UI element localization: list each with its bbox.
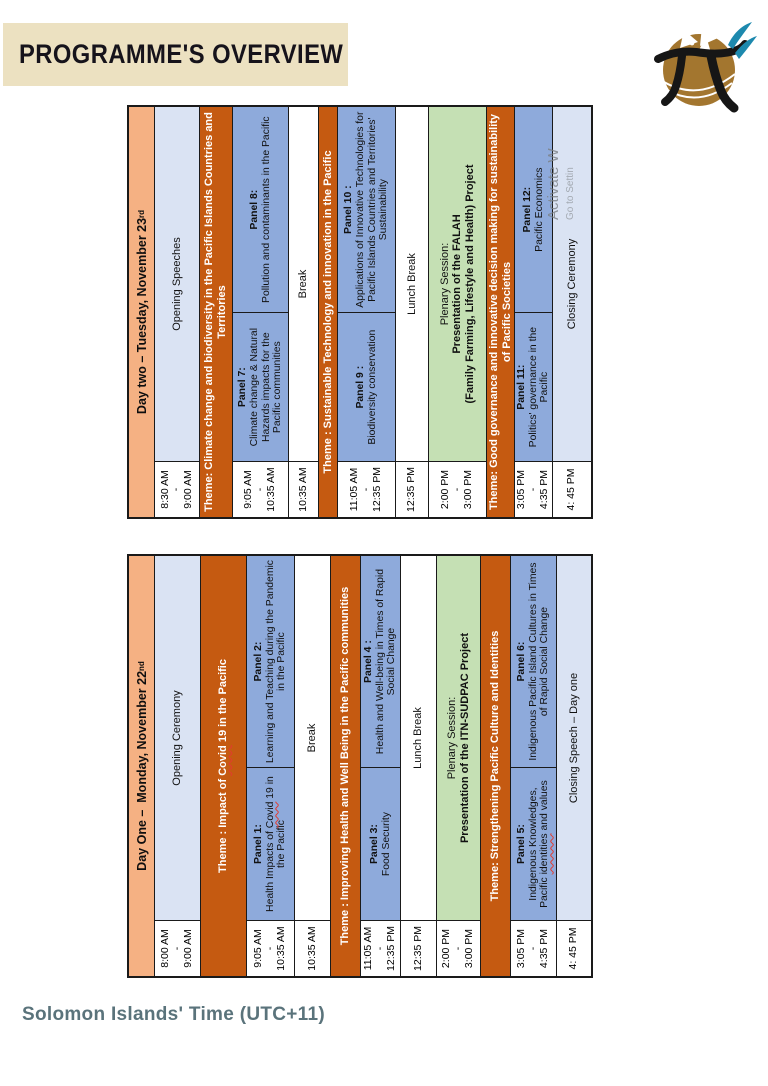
panel-cell xyxy=(338,107,395,312)
text-part: Climate change & Natural Hazards impacts for the Pacific communities xyxy=(248,327,284,447)
panels-row xyxy=(511,556,557,976)
text-part: Theme : Improving Health and Well Being in the Pacific communities xyxy=(339,586,352,946)
panel-title: Panel 2: xyxy=(253,641,265,682)
simple-row xyxy=(557,556,591,976)
theme-text xyxy=(322,150,335,473)
day-header-row xyxy=(129,107,155,517)
simple-row xyxy=(396,107,429,517)
schedule-table-day-one xyxy=(127,554,589,978)
panel-pair xyxy=(338,107,395,461)
text-part: Indigenous Knowledges, Pacific xyxy=(527,787,551,908)
panel-cell xyxy=(361,767,400,920)
panel-title: Panel 7: xyxy=(237,367,249,408)
text-part: Applications of Innovative Technologies for Pacific Islands Countries and Territories' Sustainability xyxy=(354,111,390,308)
time-text: 10:35 AM xyxy=(265,467,278,512)
time-text: 4: 45 PM xyxy=(565,468,578,511)
panel-title: Panel 4 : xyxy=(363,640,375,683)
time-text: - xyxy=(263,946,276,951)
session-cell: Lunch Break xyxy=(401,556,436,920)
watermark-settings-text: Go to Settin xyxy=(565,167,576,220)
simple-row xyxy=(155,107,200,517)
text-part: Biodiversity conservation xyxy=(366,329,378,445)
session-cell: Closing Ceremony xyxy=(553,107,591,461)
organization-logo xyxy=(646,12,760,116)
misspelled-word: Covid xyxy=(217,745,230,776)
time-text: 9:00 AM xyxy=(181,470,194,509)
time-text: - xyxy=(359,487,372,492)
panels-row xyxy=(361,556,401,976)
panel-cell xyxy=(515,107,552,312)
time-text: - xyxy=(450,487,463,492)
simple-row xyxy=(553,107,591,517)
theme-row xyxy=(331,556,361,976)
panel-cell xyxy=(247,767,294,920)
time-text: 10:35 AM xyxy=(296,467,309,512)
theme-row xyxy=(481,556,511,976)
time-cell xyxy=(289,461,318,517)
time-cell xyxy=(557,920,591,976)
time-text: 3:05 PM xyxy=(515,469,528,510)
time-cell xyxy=(553,461,591,517)
day-header-text: Day two – Tuesday, November 23 xyxy=(134,217,149,415)
watermark-activate-text: Activate W xyxy=(545,148,562,220)
theme-band xyxy=(200,107,232,517)
time-text: - xyxy=(526,487,539,492)
panel-cell xyxy=(511,556,556,767)
time-text: 12:35 PM xyxy=(411,926,424,971)
theme-row xyxy=(319,107,338,517)
time-text: 10:35 AM xyxy=(275,926,288,971)
time-text: 11:05 AM xyxy=(348,467,361,512)
plenary-row xyxy=(429,107,487,517)
session-cell: Opening Speeches xyxy=(155,107,199,461)
day-header-text: Day One – Monday, November 22 xyxy=(134,670,149,871)
simple-row xyxy=(155,556,201,976)
panel-cell xyxy=(511,767,556,920)
time-cell xyxy=(361,920,400,976)
time-text: 12:35 PM xyxy=(371,467,384,512)
panel-cell xyxy=(233,312,288,461)
session-cell: Opening Ceremony xyxy=(155,556,200,920)
panel-description xyxy=(528,771,551,917)
time-cell xyxy=(233,461,288,517)
panel-title: Panel 6: xyxy=(516,641,528,682)
theme-text xyxy=(489,631,502,902)
plenary-cell xyxy=(429,107,486,461)
panel-title: Panel 9 : xyxy=(354,365,366,409)
time-text: 8:30 AM xyxy=(158,470,171,509)
panel-cell xyxy=(338,312,395,461)
panel-description xyxy=(261,116,273,303)
time-cell xyxy=(338,461,395,517)
panel-pair xyxy=(233,107,288,461)
rotated-schedule-day-one xyxy=(127,554,593,978)
panel-title: Panel 3: xyxy=(368,824,380,864)
panels-row xyxy=(233,107,289,517)
session-cell: Lunch Break xyxy=(396,107,428,461)
time-cell xyxy=(155,920,200,976)
panel-cell xyxy=(233,107,288,312)
time-text: 12:35 PM xyxy=(405,467,418,512)
session-cell: Break xyxy=(295,556,330,920)
time-text: - xyxy=(373,946,386,951)
panel-description xyxy=(528,559,551,764)
time-text: - xyxy=(451,946,464,951)
ordinal-suffix: rd xyxy=(137,209,146,218)
time-cell xyxy=(437,920,480,976)
text-part: 19 in the Pacific xyxy=(264,776,288,869)
panel-description xyxy=(249,316,284,458)
time-cell xyxy=(511,920,556,976)
text-part: Theme: Good governance and innovative decision making for sustainability of Pacific Societies xyxy=(487,113,513,511)
panel-description xyxy=(375,559,398,764)
ordinal-suffix: nd xyxy=(137,661,146,671)
session-cell: Closing Speech – Day one xyxy=(557,556,591,920)
rotated-schedule-day-two xyxy=(127,105,593,519)
time-cell xyxy=(247,920,294,976)
time-text: 11:05 AM xyxy=(362,926,375,971)
time-text: 12:35 PM xyxy=(385,926,398,971)
theme-text xyxy=(488,111,514,513)
panel-cell xyxy=(515,312,552,461)
time-cell xyxy=(396,461,428,517)
panel-pair xyxy=(247,556,294,920)
panel-cell xyxy=(247,556,294,767)
timezone-note: Solomon Islands' Time (UTC+11) xyxy=(22,1004,325,1025)
panel-description xyxy=(265,771,288,917)
panels-row xyxy=(338,107,396,517)
text-part: Health Impacts of xyxy=(264,828,276,912)
time-cell xyxy=(401,920,436,976)
time-text: 3:00 PM xyxy=(462,469,475,510)
time-text: 9:00 AM xyxy=(182,929,195,968)
panel-title: Panel 12: xyxy=(521,186,533,233)
text-part: Politics' governance in the Pacific xyxy=(527,326,551,448)
theme-text xyxy=(339,587,352,946)
simple-row xyxy=(401,556,437,976)
misspelled-word: identities xyxy=(539,833,551,875)
time-cell xyxy=(515,461,552,517)
panel-title: Panel 11: xyxy=(516,364,528,410)
time-text: 9:05 AM xyxy=(242,470,255,509)
text-part: Pollution and contaminants in the Pacific xyxy=(260,116,272,303)
theme-text xyxy=(217,659,230,873)
theme-band xyxy=(487,107,514,517)
plenary-line: Plenary Session: xyxy=(438,242,451,326)
text-part: Theme : Sustainable Technology and innovation in the Pacific xyxy=(321,150,334,474)
theme-row xyxy=(487,107,515,517)
text-part: Theme: Climate change and biodiversity in the Pacific Islands Countries and Territories xyxy=(203,112,228,512)
time-text: 8:00 AM xyxy=(159,929,172,968)
time-text: 3:00 PM xyxy=(463,928,476,969)
page-title: PROGRAMME'S OVERVIEW xyxy=(19,39,344,69)
plenary-line: Plenary Session: xyxy=(445,696,458,780)
time-text: - xyxy=(170,487,183,492)
plenary-cell xyxy=(437,556,480,920)
simple-row xyxy=(295,556,331,976)
time-text: 2:00 PM xyxy=(440,928,453,969)
text-part: Theme : Impact of xyxy=(217,775,230,873)
panel-cell xyxy=(361,556,400,767)
time-text: 10:35 AM xyxy=(305,926,318,971)
text-part: Learning and Teaching during the Pandemic in the Pacific xyxy=(264,560,288,764)
day-header-row xyxy=(129,556,155,976)
title-banner xyxy=(3,23,348,86)
theme-text xyxy=(203,111,229,513)
text-part: Indigenous Pacific Island Cultures in Times of Rapid Social Change xyxy=(527,562,551,761)
panel-pair xyxy=(511,556,556,920)
session-cell: Break xyxy=(289,107,318,461)
text-part: and values xyxy=(539,780,551,834)
time-text: - xyxy=(253,487,266,492)
text-part: 19 in the Pacific xyxy=(217,659,230,746)
plenary-line: (Family Farming, Lifestyle and Health) Project xyxy=(463,164,476,404)
time-cell xyxy=(155,461,199,517)
schedule-table-day-two xyxy=(127,105,589,519)
plenary-row xyxy=(437,556,481,976)
theme-row xyxy=(201,556,247,976)
time-cell xyxy=(295,920,330,976)
time-text: 4: 45 PM xyxy=(567,927,580,970)
theme-band xyxy=(481,556,510,976)
simple-row xyxy=(289,107,319,517)
text-part: Health and Well-being in Times of Rapid Social Change xyxy=(374,568,398,755)
theme-band xyxy=(201,556,246,976)
panel-title: Panel 1: xyxy=(253,824,265,864)
panels-row xyxy=(247,556,295,976)
panels-row xyxy=(515,107,553,517)
panel-description xyxy=(381,812,393,876)
panel-description xyxy=(534,168,546,252)
panel-description xyxy=(355,110,390,309)
theme-band xyxy=(319,107,337,517)
panel-title: Panel 5: xyxy=(516,824,528,864)
time-text: - xyxy=(170,946,183,951)
text-part: Theme: Strengthening Pacific Culture and Identities xyxy=(489,630,502,902)
time-text: 4:35 PM xyxy=(538,928,551,969)
panel-title: Panel 8: xyxy=(248,189,260,230)
text-part: Food Security xyxy=(380,812,392,877)
panel-description xyxy=(528,316,551,458)
panel-description xyxy=(265,559,288,764)
panel-description xyxy=(367,330,379,445)
plenary-line: Presentation of the ITN-SUDPAC Project xyxy=(458,632,471,844)
panel-pair xyxy=(515,107,552,461)
time-text: - xyxy=(526,946,539,951)
plenary-line: Presentation of the FALAH xyxy=(451,214,464,354)
time-text: 2:00 PM xyxy=(439,469,452,510)
panel-title: Panel 10 : xyxy=(343,185,355,234)
text-part: Pacific Economics xyxy=(533,167,545,252)
time-text: 3:05 PM xyxy=(515,928,528,969)
theme-row xyxy=(200,107,233,517)
theme-band xyxy=(331,556,360,976)
panel-pair xyxy=(361,556,400,920)
time-text: 9:05 AM xyxy=(252,929,265,968)
time-cell xyxy=(429,461,486,517)
time-text: 4:35 PM xyxy=(538,469,551,510)
misspelled-word: Covid xyxy=(264,801,276,829)
